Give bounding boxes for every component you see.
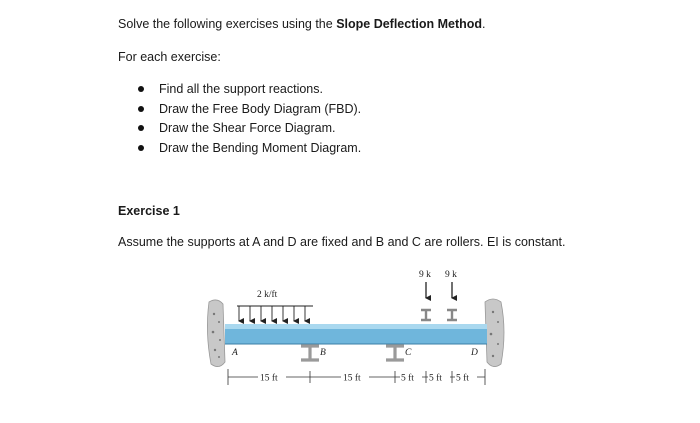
left-wall-fixed-support — [207, 300, 225, 367]
bullet-icon — [138, 106, 144, 112]
task-item — [118, 81, 361, 101]
task-item — [118, 101, 361, 121]
dimension-label-BC: 15 ft — [343, 373, 361, 384]
task-list — [118, 81, 361, 160]
distributed-load-label: 2 k/ft — [257, 290, 278, 300]
support-D — [470, 348, 478, 358]
task-label: Draw the Free Body Diagram (FBD). — [159, 101, 362, 116]
task-item — [118, 140, 361, 160]
bullet-icon — [138, 86, 144, 92]
intro-suffix: . — [482, 17, 486, 31]
support-C-label: C — [405, 348, 412, 358]
dimension-label-load1-load2: 5 ft — [429, 373, 442, 384]
point-loads — [419, 270, 457, 320]
exercise-heading: Exercise 1 — [118, 204, 180, 218]
support-B — [301, 346, 326, 360]
dimension-label-AB: 15 ft — [260, 373, 278, 384]
beam-figure — [195, 262, 525, 402]
distributed-load — [237, 289, 313, 321]
task-label: Draw the Shear Force Diagram. — [159, 121, 336, 136]
bullet-icon — [138, 145, 144, 151]
exercise-statement: Assume the supports at A and D are fixed and B and C are rollers. EI is constant. — [118, 235, 566, 249]
dimension-label-C-load1: 5 ft — [401, 373, 414, 384]
bullet-icon — [138, 125, 144, 131]
point-load-label-2: 9 k — [445, 270, 457, 280]
support-A-label: A — [232, 348, 238, 358]
support-B-label: B — [320, 348, 326, 358]
dimension-line — [228, 369, 485, 385]
point-load-label-1: 9 k — [419, 270, 431, 280]
task-label: Find all the support reactions. — [159, 82, 323, 96]
support-C — [386, 346, 412, 360]
right-wall-fixed-support — [485, 299, 504, 367]
task-label: Draw the Bending Moment Diagram. — [159, 141, 362, 156]
dimension-label-load2-D: 5 ft — [456, 373, 469, 384]
support-D-label: D — [471, 348, 478, 358]
intro-prefix: Solve the following exercises using the — [118, 17, 337, 31]
intro-line — [118, 17, 486, 31]
for-each-label: For each exercise: — [118, 50, 221, 64]
support-A — [231, 348, 238, 358]
task-item — [118, 120, 361, 140]
method-name: Slope Deflection Method — [336, 17, 483, 31]
beam — [225, 324, 487, 344]
